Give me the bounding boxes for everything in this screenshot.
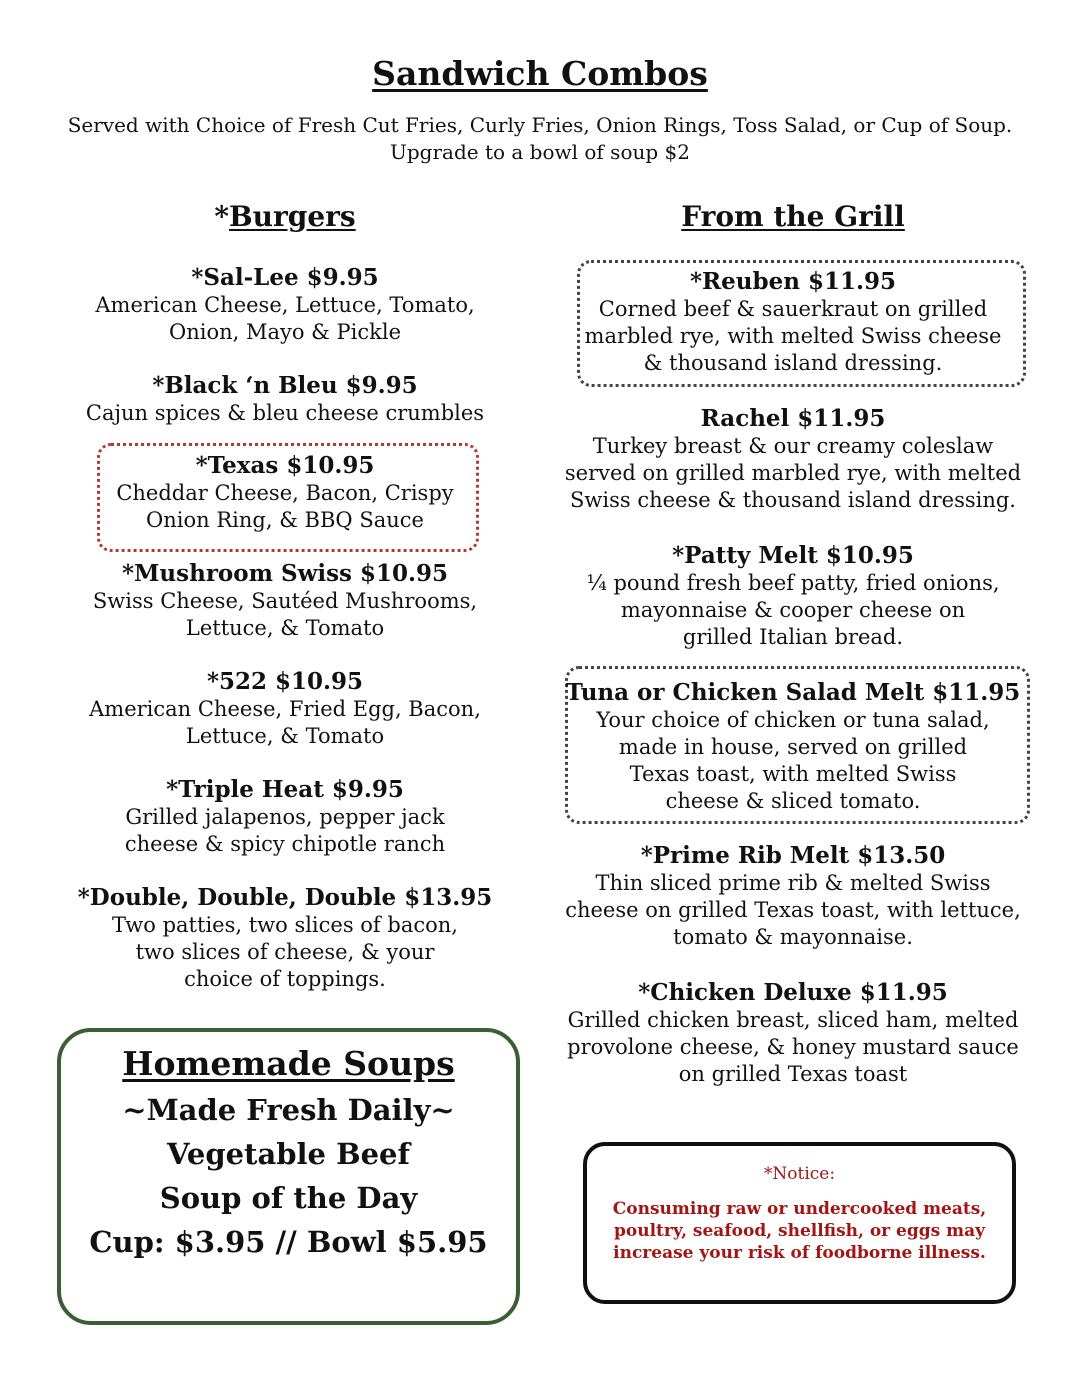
subtitle-line-2: Upgrade to a bowl of soup $2 — [390, 140, 690, 164]
item-name: Rachel $11.95 — [700, 405, 886, 432]
item-name: *Texas $10.95 — [195, 452, 375, 479]
burger-item — [75, 560, 495, 642]
burgers-heading-asterisk: * — [214, 200, 229, 233]
item-name: *Prime Rib Melt $13.50 — [640, 842, 946, 869]
grill-heading-text: From the Grill — [681, 200, 905, 233]
item-name: *Double, Double, Double $13.95 — [77, 884, 493, 911]
menu-title: Sandwich Combos — [372, 54, 708, 93]
menu-subtitle — [0, 112, 1080, 166]
grill-item — [563, 405, 1023, 514]
grill-item — [563, 979, 1023, 1088]
item-desc-line: two slices of cheese, & your — [135, 940, 435, 964]
item-desc-line: choice of toppings. — [184, 967, 386, 991]
notice-text-line: poultry, seafood, shellfish, or eggs may — [613, 1221, 986, 1241]
burger-item — [75, 372, 495, 427]
notice-text-line: Consuming raw or undercooked meats, — [612, 1199, 987, 1219]
soups-line: Soup of the Day — [159, 1181, 418, 1215]
item-name: Tuna or Chicken Salad Melt $11.95 — [565, 679, 1021, 706]
item-desc-line: Corned beef & sauerkraut on grilled — [598, 297, 988, 321]
burgers-heading-text: Burgers — [228, 200, 356, 233]
item-name: *Patty Melt $10.95 — [672, 542, 914, 569]
item-desc-line: made in house, served on grilled — [618, 735, 968, 759]
item-desc-line: Two patties, two slices of bacon, — [112, 913, 458, 937]
item-desc-line: marbled rye, with melted Swiss cheese — [584, 324, 1002, 348]
grill-item — [563, 542, 1023, 651]
item-desc-line: Onion, Mayo & Pickle — [168, 320, 402, 344]
item-name: *Mushroom Swiss $10.95 — [121, 560, 449, 587]
soups-box — [57, 1028, 520, 1325]
item-desc-line: Your choice of chicken or tuna salad, — [596, 708, 990, 732]
item-desc-line: Swiss Cheese, Sautéed Mushrooms, — [92, 589, 478, 613]
item-name: *Sal-Lee $9.95 — [191, 264, 379, 291]
item-name: *Reuben $11.95 — [690, 268, 896, 295]
item-desc-line: American Cheese, Lettuce, Tomato, — [95, 293, 475, 317]
item-desc-line: Onion Ring, & BBQ Sauce — [146, 508, 424, 532]
soups-line: Vegetable Beef — [167, 1137, 410, 1171]
item-name: *Triple Heat $9.95 — [166, 776, 404, 803]
item-name: *Chicken Deluxe $11.95 — [638, 979, 948, 1006]
item-desc-line: Turkey breast & our creamy coleslaw — [592, 434, 994, 458]
item-desc-line: on grilled Texas toast — [678, 1062, 908, 1086]
item-desc-line: cheese on grilled Texas toast, with lettuce, — [565, 898, 1021, 922]
grill-heading — [593, 200, 993, 233]
grill-item — [563, 268, 1023, 377]
notice-title: *Notice: — [763, 1164, 836, 1184]
subtitle-line-1: Served with Choice of Fresh Cut Fries, Curly Fries, Onion Rings, Toss Salad, or Cup of Soup. — [67, 113, 1013, 137]
item-desc-line: ¼ pound fresh beef patty, fried onions, — [586, 571, 1000, 595]
soups-title: Homemade Soups — [122, 1044, 455, 1083]
item-desc-line: Lettuce, & Tomato — [185, 616, 385, 640]
item-desc-line: Texas toast, with melted Swiss — [629, 762, 957, 786]
burger-item — [75, 776, 495, 858]
burger-item — [75, 264, 495, 346]
burger-item — [75, 452, 495, 534]
item-desc-line: provolone cheese, & honey mustard sauce — [567, 1035, 1019, 1059]
item-desc-line: Lettuce, & Tomato — [185, 724, 385, 748]
notice-text-line: increase your risk of foodborne illness. — [613, 1243, 986, 1263]
item-desc-line: Grilled chicken breast, sliced ham, melted — [567, 1008, 1019, 1032]
soups-price-line: Cup: $3.95 // Bowl $5.95 — [89, 1225, 488, 1259]
item-name: *522 $10.95 — [206, 668, 364, 695]
item-desc-line: Cheddar Cheese, Bacon, Crispy — [116, 481, 454, 505]
burger-item — [75, 668, 495, 750]
item-desc-line: served on grilled marbled rye, with melted — [564, 461, 1022, 485]
item-desc-line: tomato & mayonnaise. — [673, 925, 913, 949]
item-desc-line: Cajun spices & bleu cheese crumbles — [85, 401, 485, 425]
notice-text — [587, 1198, 1012, 1264]
item-desc-line: grilled Italian bread. — [682, 625, 904, 649]
item-desc-line: American Cheese, Fried Egg, Bacon, — [89, 697, 481, 721]
item-desc-line: Grilled jalapenos, pepper jack — [125, 805, 445, 829]
item-desc-line: cheese & spicy chipotle ranch — [124, 832, 446, 856]
soups-line: ~Made Fresh Daily~ — [122, 1093, 455, 1127]
item-desc-line: & thousand island dressing. — [643, 351, 943, 375]
burgers-heading — [85, 200, 485, 233]
grill-item — [563, 679, 1023, 815]
item-desc-line: mayonnaise & cooper cheese on — [620, 598, 966, 622]
item-desc-line: cheese & sliced tomato. — [665, 789, 921, 813]
item-desc-line: Swiss cheese & thousand island dressing. — [570, 488, 1016, 512]
item-name: *Black ‘n Bleu $9.95 — [152, 372, 418, 399]
item-desc-line: Thin sliced prime rib & melted Swiss — [595, 871, 991, 895]
grill-item — [563, 842, 1023, 951]
notice-box — [583, 1142, 1016, 1304]
burger-item — [75, 884, 495, 993]
